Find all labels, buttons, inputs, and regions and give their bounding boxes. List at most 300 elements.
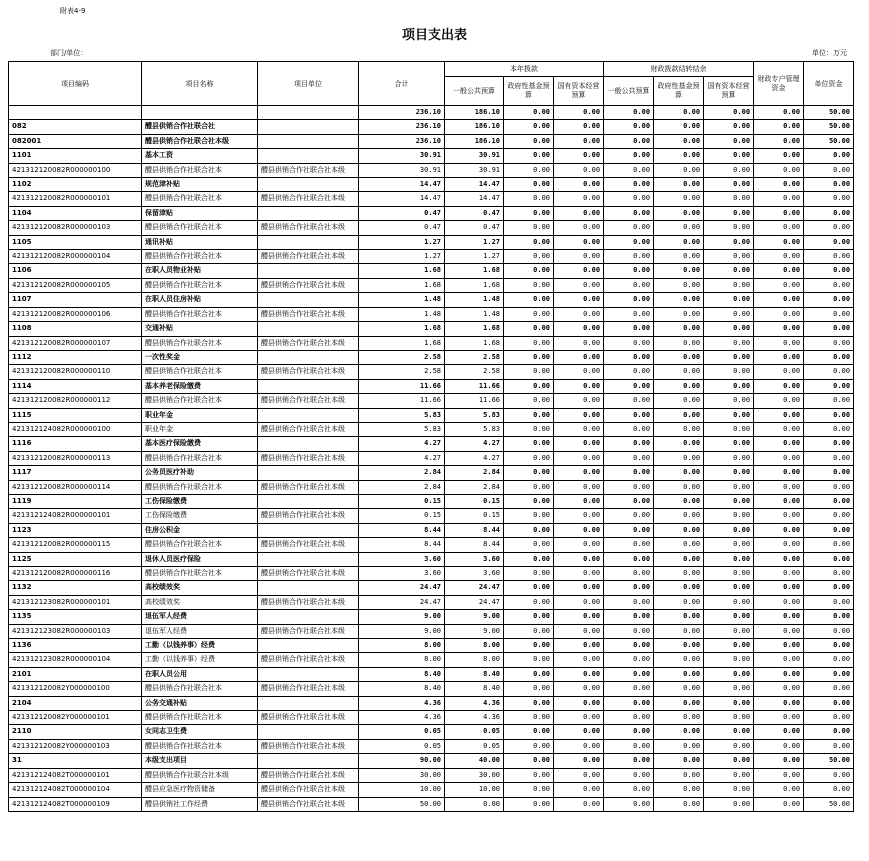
cell-project-code: 1114 xyxy=(9,379,142,393)
cell-unit-funds: 50.00 xyxy=(804,120,854,134)
cell-co-state-capital: 0.00 xyxy=(704,264,754,278)
table-row xyxy=(9,336,854,350)
cell-special-account: 0.00 xyxy=(754,682,804,696)
cell-state-capital: 0.00 xyxy=(554,322,604,336)
cell-gov-fund: 0.00 xyxy=(504,538,554,552)
cell-co-general-budget: 0.00 xyxy=(604,667,654,681)
header-general-budget: 一般公共预算 xyxy=(445,77,504,106)
cell-co-state-capital: 0.00 xyxy=(704,307,754,321)
cell-general-budget: 8.40 xyxy=(445,667,504,681)
cell-co-general-budget: 0.00 xyxy=(604,581,654,595)
cell-state-capital: 0.00 xyxy=(554,595,604,609)
cell-unit-funds: 0.00 xyxy=(804,293,854,307)
cell-unit-funds: 0.00 xyxy=(804,451,854,465)
cell-co-state-capital: 0.00 xyxy=(704,178,754,192)
cell-project-code: 082001 xyxy=(9,134,142,148)
cell-co-state-capital: 0.00 xyxy=(704,581,754,595)
table-row xyxy=(9,134,854,148)
cell-state-capital: 0.00 xyxy=(554,379,604,393)
table-row xyxy=(9,696,854,710)
cell-unit-funds: 0.00 xyxy=(804,725,854,739)
cell-special-account: 0.00 xyxy=(754,523,804,537)
cell-gov-fund: 0.00 xyxy=(504,394,554,408)
cell-co-general-budget: 0.00 xyxy=(604,610,654,624)
cell-co-gov-fund: 0.00 xyxy=(654,178,704,192)
header-special-account: 财政专户管理资金 xyxy=(754,62,804,106)
cell-unit-funds: 0.00 xyxy=(804,264,854,278)
cell-total: 1.68 xyxy=(359,336,445,350)
cell-state-capital: 0.00 xyxy=(554,120,604,134)
table-row xyxy=(9,394,854,408)
cell-total: 2.58 xyxy=(359,365,445,379)
cell-co-state-capital: 0.00 xyxy=(704,422,754,436)
cell-project-name: 工伤保险缴费 xyxy=(142,494,258,508)
cell-project-name: 工勤（以钱养事）经费 xyxy=(142,639,258,653)
cell-special-account: 0.00 xyxy=(754,667,804,681)
cell-co-general-budget: 0.00 xyxy=(604,639,654,653)
header-code: 项目编码 xyxy=(9,62,142,106)
header-carryover: 财政拨款结转结余 xyxy=(604,62,754,77)
cell-gov-fund: 0.00 xyxy=(504,192,554,206)
cell-gov-fund: 0.00 xyxy=(504,480,554,494)
cell-co-gov-fund: 0.00 xyxy=(654,293,704,307)
cell-unit-funds: 0.00 xyxy=(804,581,854,595)
cell-unit-funds: 0.00 xyxy=(804,552,854,566)
cell-project-unit xyxy=(258,494,359,508)
cell-gov-fund: 0.00 xyxy=(504,422,554,436)
cell-project-name: 在职人员住房补贴 xyxy=(142,293,258,307)
cell-project-code: 2101 xyxy=(9,667,142,681)
cell-project-unit: 醴县供销合作社联合社本级 xyxy=(258,307,359,321)
cell-project-name: 醴县供销合作社联合社本 xyxy=(142,192,258,206)
cell-state-capital: 0.00 xyxy=(554,624,604,638)
cell-gov-fund: 0.00 xyxy=(504,754,554,768)
cell-co-general-budget: 0.00 xyxy=(604,739,654,753)
cell-project-code: 421312124082R000000100 xyxy=(9,422,142,436)
cell-co-gov-fund: 0.00 xyxy=(654,163,704,177)
cell-gov-fund: 0.00 xyxy=(504,466,554,480)
cell-gov-fund: 0.00 xyxy=(504,106,554,120)
cell-project-code: 421312120082R000000105 xyxy=(9,278,142,292)
cell-state-capital: 0.00 xyxy=(554,408,604,422)
cell-project-unit: 醴县供销合作社联合社本级 xyxy=(258,797,359,811)
cell-general-budget: 186.10 xyxy=(445,120,504,134)
cell-project-code: 421312120082R000000101 xyxy=(9,192,142,206)
cell-project-unit: 醴县供销合作社联合社本级 xyxy=(258,451,359,465)
table-row xyxy=(9,120,854,134)
cell-total: 8.40 xyxy=(359,682,445,696)
cell-co-gov-fund: 0.00 xyxy=(654,235,704,249)
cell-co-gov-fund: 0.00 xyxy=(654,624,704,638)
cell-project-code: 1105 xyxy=(9,235,142,249)
cell-gov-fund: 0.00 xyxy=(504,278,554,292)
cell-project-name: 基本医疗保险缴费 xyxy=(142,437,258,451)
cell-total: 0.15 xyxy=(359,509,445,523)
cell-co-state-capital: 0.00 xyxy=(704,106,754,120)
cell-special-account: 0.00 xyxy=(754,307,804,321)
cell-special-account: 0.00 xyxy=(754,739,804,753)
cell-gov-fund: 0.00 xyxy=(504,221,554,235)
cell-project-name: 醴县供销合作社联合社本 xyxy=(142,250,258,264)
cell-project-name: 醴县供销合作社联合社本 xyxy=(142,307,258,321)
cell-state-capital: 0.00 xyxy=(554,725,604,739)
cell-total: 50.00 xyxy=(359,797,445,811)
cell-special-account: 0.00 xyxy=(754,696,804,710)
table-row xyxy=(9,509,854,523)
cell-special-account: 0.00 xyxy=(754,250,804,264)
cell-project-unit: 醴县供销合作社联合社本级 xyxy=(258,509,359,523)
cell-total: 236.10 xyxy=(359,120,445,134)
cell-co-state-capital: 0.00 xyxy=(704,322,754,336)
cell-special-account: 0.00 xyxy=(754,711,804,725)
cell-total: 11.66 xyxy=(359,394,445,408)
cell-special-account: 0.00 xyxy=(754,783,804,797)
cell-project-code: 1136 xyxy=(9,639,142,653)
cell-unit-funds: 0.00 xyxy=(804,739,854,753)
cell-general-budget: 9.00 xyxy=(445,624,504,638)
cell-unit-funds: 0.00 xyxy=(804,192,854,206)
cell-co-general-budget: 0.00 xyxy=(604,293,654,307)
cell-general-budget: 2.84 xyxy=(445,480,504,494)
cell-state-capital: 0.00 xyxy=(554,163,604,177)
cell-co-general-budget: 0.00 xyxy=(604,350,654,364)
cell-project-code: 421312120082R000000100 xyxy=(9,163,142,177)
cell-general-budget: 3.60 xyxy=(445,567,504,581)
table-row xyxy=(9,365,854,379)
cell-general-budget: 1.68 xyxy=(445,322,504,336)
cell-co-gov-fund: 0.00 xyxy=(654,567,704,581)
cell-total: 14.47 xyxy=(359,178,445,192)
cell-co-gov-fund: 0.00 xyxy=(654,206,704,220)
cell-total: 5.83 xyxy=(359,422,445,436)
cell-gov-fund: 0.00 xyxy=(504,682,554,696)
cell-project-code xyxy=(9,106,142,120)
cell-co-state-capital: 0.00 xyxy=(704,206,754,220)
cell-general-budget: 8.00 xyxy=(445,653,504,667)
cell-project-unit xyxy=(258,149,359,163)
cell-project-name: 醴县供销合作社联合社本 xyxy=(142,163,258,177)
cell-special-account: 0.00 xyxy=(754,163,804,177)
cell-co-state-capital: 0.00 xyxy=(704,682,754,696)
cell-co-state-capital: 0.00 xyxy=(704,538,754,552)
cell-co-gov-fund: 0.00 xyxy=(654,754,704,768)
project-expenditure-table xyxy=(8,61,854,812)
cell-project-name: 醴县供销社工作经费 xyxy=(142,797,258,811)
cell-gov-fund: 0.00 xyxy=(504,307,554,321)
cell-state-capital: 0.00 xyxy=(554,235,604,249)
table-row xyxy=(9,322,854,336)
table-row xyxy=(9,783,854,797)
table-row xyxy=(9,437,854,451)
cell-project-unit xyxy=(258,754,359,768)
cell-project-unit xyxy=(258,725,359,739)
table-row xyxy=(9,466,854,480)
cell-co-state-capital: 0.00 xyxy=(704,293,754,307)
cell-co-gov-fund: 0.00 xyxy=(654,595,704,609)
cell-general-budget: 2.84 xyxy=(445,466,504,480)
cell-project-unit: 醴县供销合作社联合社本级 xyxy=(258,624,359,638)
cell-co-general-budget: 0.00 xyxy=(604,538,654,552)
cell-co-gov-fund: 0.00 xyxy=(654,667,704,681)
cell-general-budget: 2.58 xyxy=(445,350,504,364)
cell-co-state-capital: 0.00 xyxy=(704,336,754,350)
cell-project-unit: 醴县供销合作社联合社本级 xyxy=(258,682,359,696)
cell-gov-fund: 0.00 xyxy=(504,120,554,134)
cell-special-account: 0.00 xyxy=(754,278,804,292)
cell-project-unit: 醴县供销合作社联合社本级 xyxy=(258,595,359,609)
cell-total: 30.91 xyxy=(359,163,445,177)
cell-unit-funds: 0.00 xyxy=(804,206,854,220)
cell-general-budget: 3.60 xyxy=(445,552,504,566)
cell-co-state-capital: 0.00 xyxy=(704,639,754,653)
cell-co-state-capital: 0.00 xyxy=(704,624,754,638)
cell-state-capital: 0.00 xyxy=(554,250,604,264)
cell-co-state-capital: 0.00 xyxy=(704,595,754,609)
cell-special-account: 0.00 xyxy=(754,206,804,220)
cell-project-code: 421312120082R000000103 xyxy=(9,221,142,235)
cell-project-code: 1125 xyxy=(9,552,142,566)
table-row xyxy=(9,639,854,653)
cell-co-general-budget: 0.00 xyxy=(604,653,654,667)
cell-gov-fund: 0.00 xyxy=(504,365,554,379)
cell-special-account: 0.00 xyxy=(754,408,804,422)
cell-co-state-capital: 0.00 xyxy=(704,696,754,710)
cell-project-unit xyxy=(258,134,359,148)
cell-co-gov-fund: 0.00 xyxy=(654,480,704,494)
cell-gov-fund: 0.00 xyxy=(504,725,554,739)
cell-general-budget: 8.44 xyxy=(445,523,504,537)
cell-project-name: 女同志卫生费 xyxy=(142,725,258,739)
cell-special-account: 0.00 xyxy=(754,394,804,408)
cell-project-name: 退伍军人经费 xyxy=(142,610,258,624)
cell-project-name: 醴县供销合作社联合社本 xyxy=(142,682,258,696)
cell-project-code: 421312120082Y000000100 xyxy=(9,682,142,696)
cell-co-general-budget: 0.00 xyxy=(604,336,654,350)
cell-gov-fund: 0.00 xyxy=(504,408,554,422)
cell-general-budget: 186.10 xyxy=(445,134,504,148)
cell-co-state-capital: 0.00 xyxy=(704,725,754,739)
cell-state-capital: 0.00 xyxy=(554,682,604,696)
cell-project-unit: 醴县供销合作社联合社本级 xyxy=(258,163,359,177)
table-row xyxy=(9,653,854,667)
cell-co-state-capital: 0.00 xyxy=(704,379,754,393)
cell-gov-fund: 0.00 xyxy=(504,322,554,336)
table-row xyxy=(9,422,854,436)
cell-general-budget: 186.10 xyxy=(445,106,504,120)
cell-co-gov-fund: 0.00 xyxy=(654,336,704,350)
cell-co-state-capital: 0.00 xyxy=(704,610,754,624)
cell-total: 3.60 xyxy=(359,567,445,581)
cell-project-unit xyxy=(258,437,359,451)
cell-co-gov-fund: 0.00 xyxy=(654,192,704,206)
cell-project-unit xyxy=(258,581,359,595)
cell-co-gov-fund: 0.00 xyxy=(654,682,704,696)
cell-general-budget: 0.47 xyxy=(445,221,504,235)
cell-state-capital: 0.00 xyxy=(554,451,604,465)
cell-co-general-budget: 0.00 xyxy=(604,365,654,379)
cell-project-unit xyxy=(258,552,359,566)
cell-general-budget: 0.15 xyxy=(445,509,504,523)
cell-total: 30.00 xyxy=(359,768,445,782)
cell-general-budget: 8.00 xyxy=(445,639,504,653)
cell-unit-funds: 0.00 xyxy=(804,768,854,782)
cell-co-gov-fund: 0.00 xyxy=(654,509,704,523)
cell-project-name: 醴县供销合作社联合社本 xyxy=(142,278,258,292)
cell-co-gov-fund: 0.00 xyxy=(654,250,704,264)
cell-general-budget: 4.36 xyxy=(445,696,504,710)
cell-project-code: 1132 xyxy=(9,581,142,595)
table-row xyxy=(9,725,854,739)
cell-gov-fund: 0.00 xyxy=(504,350,554,364)
cell-general-budget: 2.58 xyxy=(445,365,504,379)
cell-project-name: 醴县供销合作社联合社 xyxy=(142,120,258,134)
cell-total: 11.66 xyxy=(359,379,445,393)
cell-project-code: 421312120082R000000110 xyxy=(9,365,142,379)
cell-project-unit: 醴县供销合作社联合社本级 xyxy=(258,422,359,436)
cell-project-name: 醴县供销合作社联合社本级 xyxy=(142,134,258,148)
cell-special-account: 0.00 xyxy=(754,480,804,494)
cell-general-budget: 11.66 xyxy=(445,394,504,408)
cell-gov-fund: 0.00 xyxy=(504,293,554,307)
cell-co-state-capital: 0.00 xyxy=(704,350,754,364)
cell-project-unit: 醴县供销合作社联合社本级 xyxy=(258,278,359,292)
cell-state-capital: 0.00 xyxy=(554,350,604,364)
cell-special-account: 0.00 xyxy=(754,725,804,739)
cell-co-gov-fund: 0.00 xyxy=(654,264,704,278)
cell-state-capital: 0.00 xyxy=(554,106,604,120)
cell-unit-funds: 0.00 xyxy=(804,350,854,364)
cell-project-unit: 醴县供销合作社联合社本级 xyxy=(258,768,359,782)
cell-co-gov-fund: 0.00 xyxy=(654,408,704,422)
cell-co-gov-fund: 0.00 xyxy=(654,797,704,811)
table-row xyxy=(9,624,854,638)
table-row xyxy=(9,610,854,624)
cell-general-budget: 1.27 xyxy=(445,250,504,264)
cell-project-unit xyxy=(258,293,359,307)
cell-project-code: 421312120082R000000106 xyxy=(9,307,142,321)
cell-project-name: 住房公积金 xyxy=(142,523,258,537)
cell-project-code: 421312120082R000000113 xyxy=(9,451,142,465)
cell-general-budget: 10.00 xyxy=(445,783,504,797)
table-row xyxy=(9,523,854,537)
cell-gov-fund: 0.00 xyxy=(504,653,554,667)
cell-state-capital: 0.00 xyxy=(554,696,604,710)
cell-project-name: 工伤保险缴费 xyxy=(142,509,258,523)
cell-unit-funds: 50.00 xyxy=(804,134,854,148)
cell-general-budget: 24.47 xyxy=(445,595,504,609)
cell-co-state-capital: 0.00 xyxy=(704,408,754,422)
cell-project-code: 1106 xyxy=(9,264,142,278)
cell-state-capital: 0.00 xyxy=(554,667,604,681)
cell-gov-fund: 0.00 xyxy=(504,336,554,350)
cell-total: 8.00 xyxy=(359,639,445,653)
cell-project-unit xyxy=(258,350,359,364)
cell-co-state-capital: 0.00 xyxy=(704,768,754,782)
cell-co-gov-fund: 0.00 xyxy=(654,120,704,134)
cell-unit-funds: 0.00 xyxy=(804,408,854,422)
cell-project-name: 醴县供销合作社联合社本 xyxy=(142,538,258,552)
cell-co-gov-fund: 0.00 xyxy=(654,538,704,552)
header-gov-fund: 政府性基金预算 xyxy=(504,77,554,106)
cell-total: 4.27 xyxy=(359,451,445,465)
cell-co-general-budget: 0.00 xyxy=(604,567,654,581)
cell-special-account: 0.00 xyxy=(754,379,804,393)
cell-general-budget: 14.47 xyxy=(445,178,504,192)
cell-co-state-capital: 0.00 xyxy=(704,567,754,581)
cell-co-gov-fund: 0.00 xyxy=(654,552,704,566)
cell-project-code: 1116 xyxy=(9,437,142,451)
cell-co-general-budget: 0.00 xyxy=(604,624,654,638)
table-row xyxy=(9,552,854,566)
cell-unit-funds: 0.00 xyxy=(804,221,854,235)
cell-co-state-capital: 0.00 xyxy=(704,739,754,753)
cell-gov-fund: 0.00 xyxy=(504,451,554,465)
cell-state-capital: 0.00 xyxy=(554,437,604,451)
cell-gov-fund: 0.00 xyxy=(504,739,554,753)
cell-project-code: 1108 xyxy=(9,322,142,336)
cell-state-capital: 0.00 xyxy=(554,394,604,408)
header-unit: 项目单位 xyxy=(258,62,359,106)
table-row xyxy=(9,567,854,581)
cell-state-capital: 0.00 xyxy=(554,278,604,292)
cell-unit-funds: 0.00 xyxy=(804,437,854,451)
cell-special-account: 0.00 xyxy=(754,552,804,566)
table-row xyxy=(9,307,854,321)
cell-gov-fund: 0.00 xyxy=(504,178,554,192)
cell-project-unit: 醴县供销合作社联合社本级 xyxy=(258,250,359,264)
cell-project-name: 醴县供销合作社联合社本 xyxy=(142,480,258,494)
cell-unit-funds: 0.00 xyxy=(804,394,854,408)
cell-co-state-capital: 0.00 xyxy=(704,192,754,206)
cell-unit-funds: 0.00 xyxy=(804,610,854,624)
cell-project-code: 421312123082R000000101 xyxy=(9,595,142,609)
cell-co-gov-fund: 0.00 xyxy=(654,221,704,235)
cell-project-code: 1117 xyxy=(9,466,142,480)
cell-gov-fund: 0.00 xyxy=(504,163,554,177)
header-name: 项目名称 xyxy=(142,62,258,106)
cell-project-unit xyxy=(258,235,359,249)
cell-state-capital: 0.00 xyxy=(554,264,604,278)
cell-project-unit xyxy=(258,696,359,710)
cell-project-code: 1102 xyxy=(9,178,142,192)
cell-project-name: 退休人员医疗保险 xyxy=(142,552,258,566)
cell-gov-fund: 0.00 xyxy=(504,379,554,393)
cell-special-account: 0.00 xyxy=(754,134,804,148)
cell-project-name: 基本养老保险缴费 xyxy=(142,379,258,393)
cell-total: 24.47 xyxy=(359,581,445,595)
cell-state-capital: 0.00 xyxy=(554,134,604,148)
cell-special-account: 0.00 xyxy=(754,293,804,307)
cell-state-capital: 0.00 xyxy=(554,581,604,595)
table-row xyxy=(9,595,854,609)
cell-unit-funds: 50.00 xyxy=(804,106,854,120)
cell-co-gov-fund: 0.00 xyxy=(654,639,704,653)
table-row xyxy=(9,538,854,552)
cell-unit-funds: 0.00 xyxy=(804,494,854,508)
cell-project-unit xyxy=(258,178,359,192)
cell-special-account: 0.00 xyxy=(754,768,804,782)
cell-co-general-budget: 0.00 xyxy=(604,437,654,451)
cell-project-code: 421312124082T000000104 xyxy=(9,783,142,797)
cell-co-gov-fund: 0.00 xyxy=(654,106,704,120)
cell-co-state-capital: 0.00 xyxy=(704,653,754,667)
cell-special-account: 0.00 xyxy=(754,437,804,451)
cell-total: 14.47 xyxy=(359,192,445,206)
table-row xyxy=(9,163,854,177)
cell-gov-fund: 0.00 xyxy=(504,235,554,249)
cell-co-state-capital: 0.00 xyxy=(704,494,754,508)
cell-general-budget: 8.40 xyxy=(445,682,504,696)
